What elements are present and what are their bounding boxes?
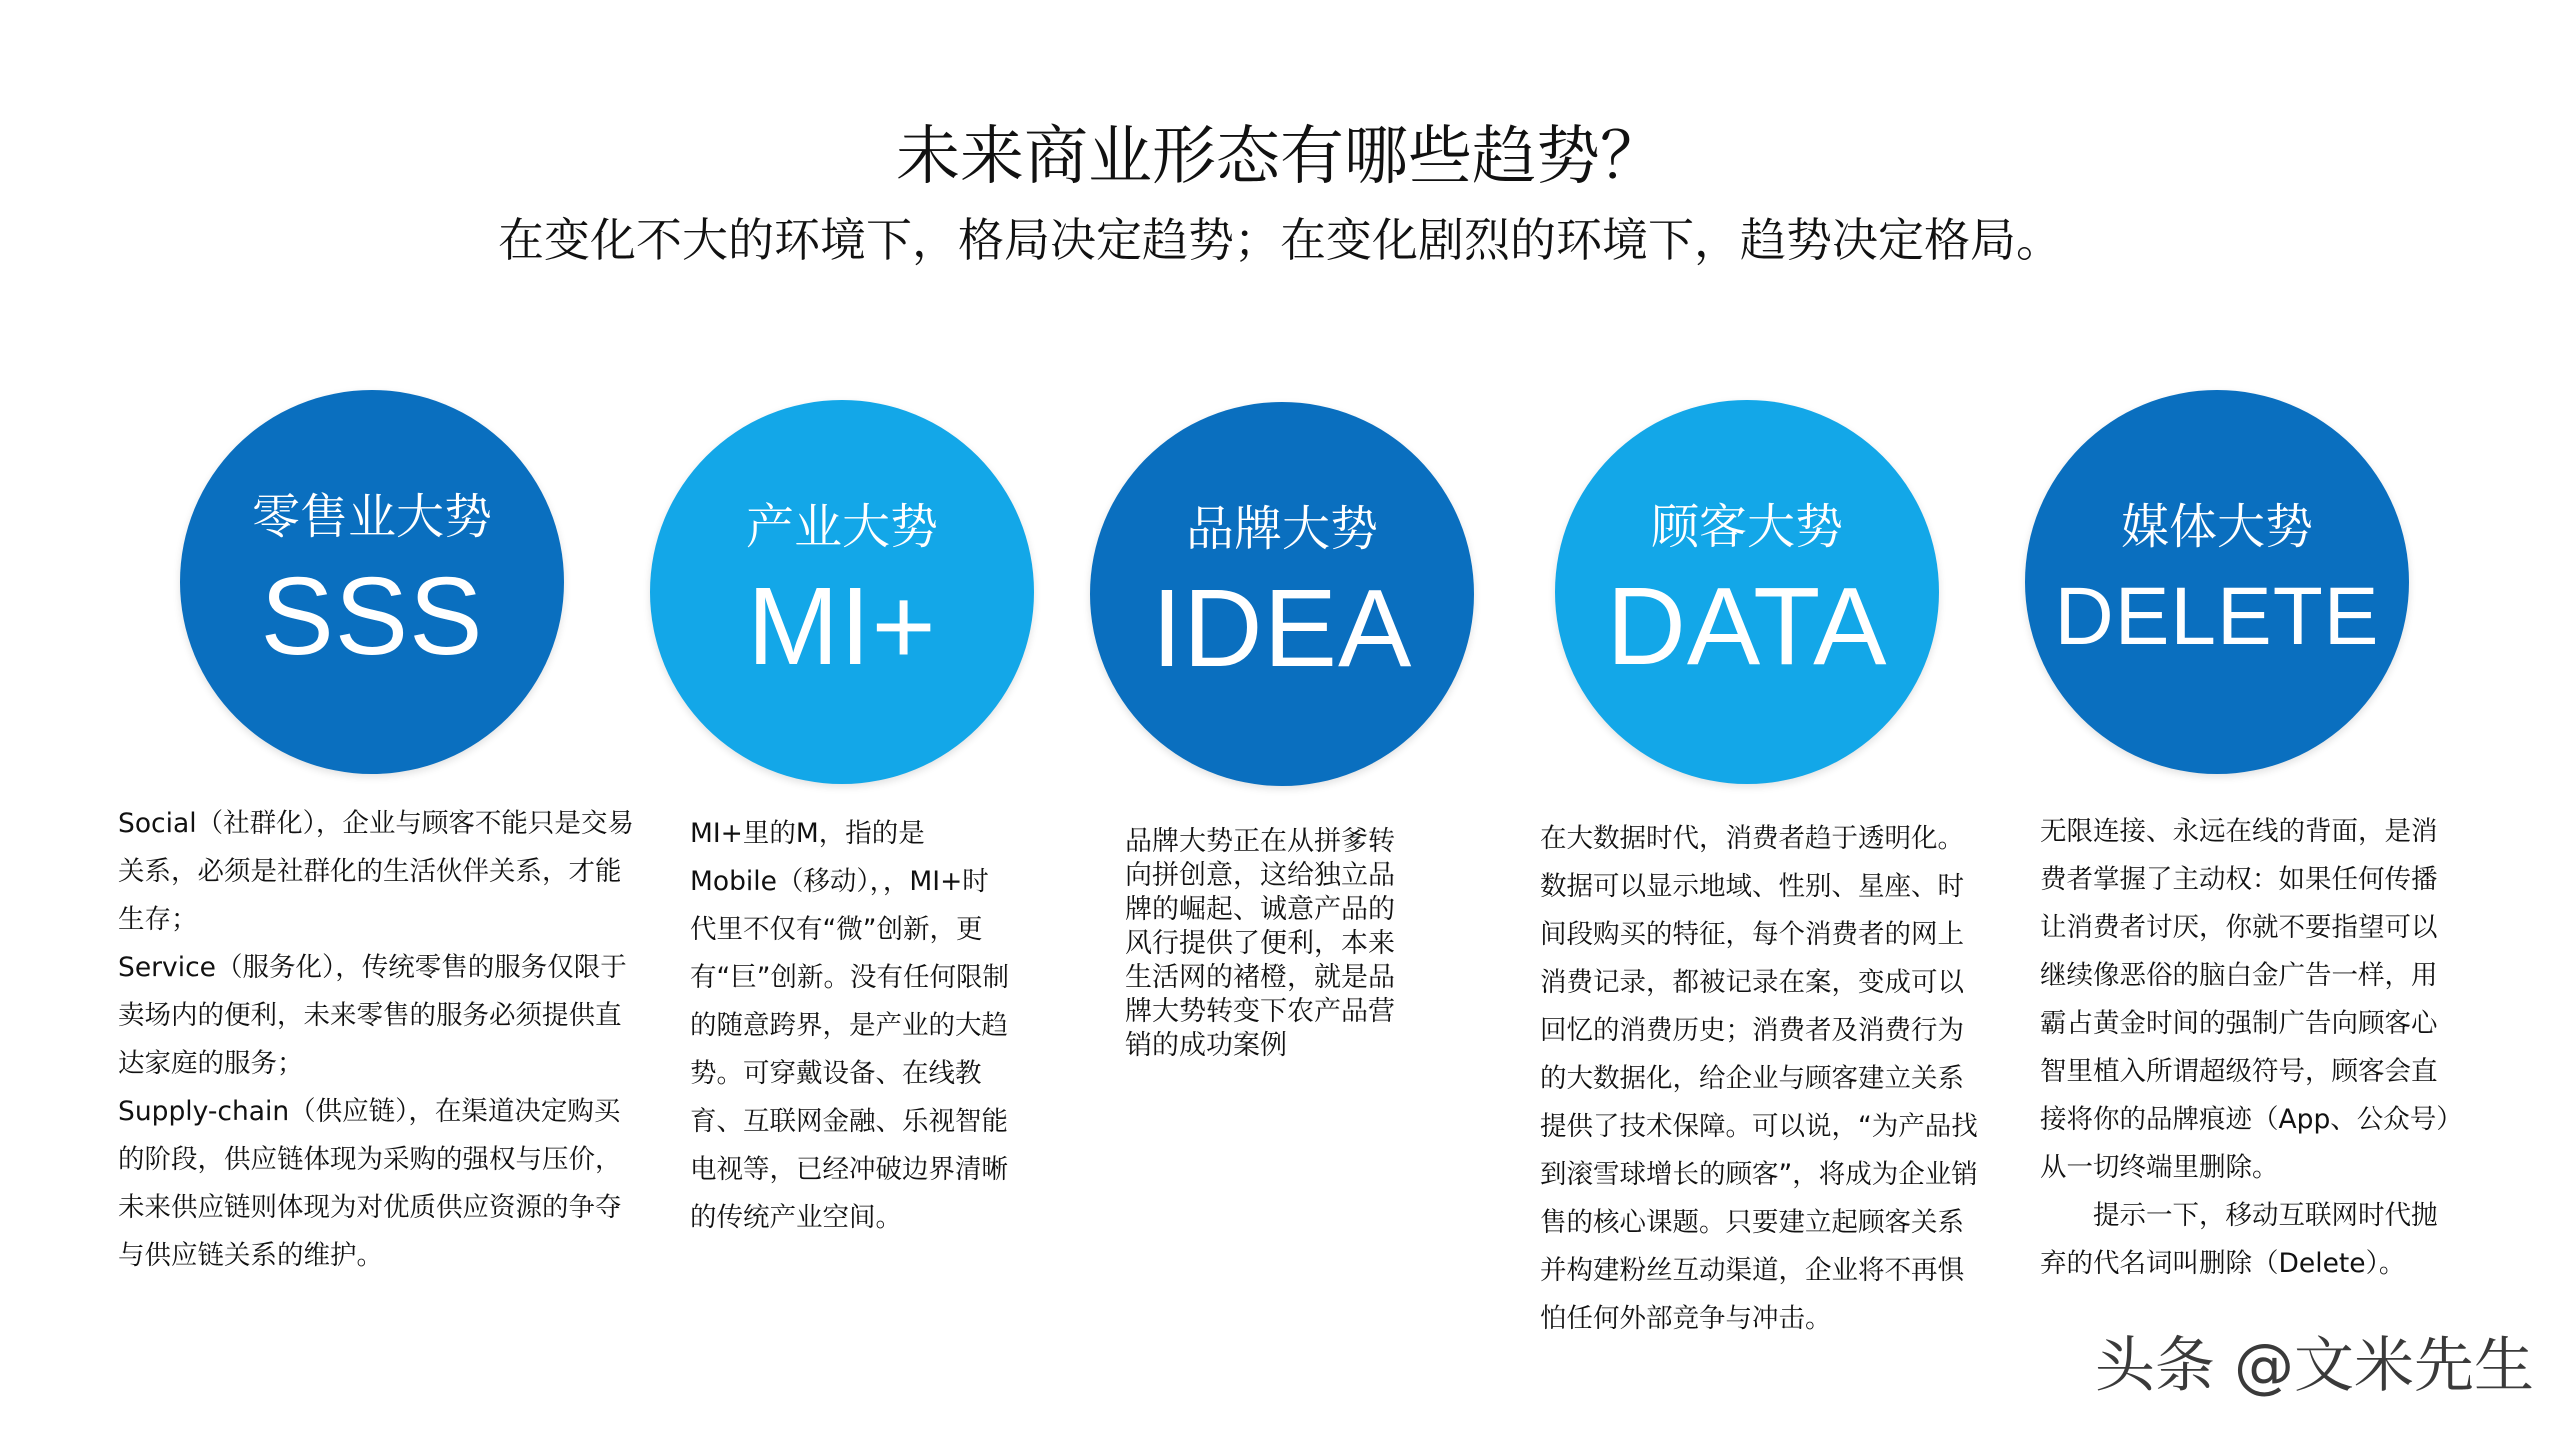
description-paragraph: 提示一下，移动互联网时代抛弃的代名词叫删除（Delete）。 [2040,1200,2438,1279]
trend-description-brand [1125,825,1417,1063]
trend-circle-media [2025,390,2409,774]
description-paragraph: Supply-chain（供应链），在渠道决定购买的阶段，供应链体现为采购的强权与压价，未来供应链则体现为对优质供应资源的争夺与供应链关系的维护。 [118,1096,622,1271]
description-paragraph: Service（服务化），传统零售的服务仅限于卖场内的便利，未来零售的服务必须提供直达家庭的服务； [118,952,627,1079]
trend-description-retail [118,800,638,1280]
trend-description-customer [1540,815,1980,1343]
trend-circle-retail [180,390,564,774]
description-paragraph: Social（社群化），企业与顾客不能只是交易关系，必须是社群化的生活伙伴关系，才能生存； [118,808,634,935]
trend-title-media: 媒体大势 [2120,499,2313,555]
trend-description-media [2040,808,2450,1288]
trend-title-brand: 品牌大势 [1185,501,1378,557]
trend-title-retail: 零售业大势 [251,489,492,545]
trend-code-industry: MI+ [747,565,937,688]
page-subtitle: 在变化不大的环境下，格局决定趋势；在变化剧烈的环境下，趋势决定格局。 [498,213,2062,267]
watermark: 头条 @文米先生 [2094,1331,2534,1401]
trend-code-customer: DATA [1606,565,1888,688]
description-paragraph: 在大数据时代，消费者趋于透明化。数据可以显示地域、性别、星座、时间段购买的特征，每个消费者的网上消费记录，都被记录在案，变成可以回忆的消费历史；消费者及消费行为的大数据化，给企业与顾客建立关系提供了技术保障。可以说，“为产品找到滚雪球增长的顾客”，将成为企业销售的核心课题。只要建立起顾客关系并构建粉丝互动渠道，企业将不再惧怕任何外部竞争与冲击。 [1540,823,1978,1334]
trend-code-retail: SSS [260,555,484,678]
trend-code-brand: IDEA [1151,567,1413,690]
trend-circle-customer [1555,400,1939,784]
page-title: 未来商业形态有哪些趋势？ [896,120,1664,194]
description-paragraph: 无限连接、永远在线的背面，是消费者掌握了主动权：如果任何传播让消费者讨厌，你就不要指望可以继续像恶俗的脑白金广告一样，用霸占黄金时间的强制广告向顾客心智里植入所谓超级符号，顾客会直接将你的品牌痕迹（App、公众号）从一切终端里删除。 [2040,816,2450,1183]
trend-code-media: DELETE [2054,571,2380,662]
description-paragraph: MI+里的M，指的是Mobile（移动），，MI+时代里不仅有“微”创新，更有“巨”创新。没有任何限制的随意跨界，是产业的大趋势。可穿戴设备、在线教育、互联网金融、乐视智能电视等，已经冲破边界清晰的传统产业空间。 [690,818,1009,1233]
trend-description-industry [690,810,1010,1242]
description-paragraph: 品牌大势正在从拼爹转向拼创意，这给独立品牌的崛起、诚意产品的风行提供了便利，本来生活网的褚橙，就是品牌大势转变下农产品营销的成功案例 [1125,826,1395,1061]
trend-circle-industry [650,400,1034,784]
trend-circle-brand [1090,402,1474,786]
trend-title-industry: 产业大势 [745,499,938,555]
trend-title-customer: 顾客大势 [1650,499,1843,555]
